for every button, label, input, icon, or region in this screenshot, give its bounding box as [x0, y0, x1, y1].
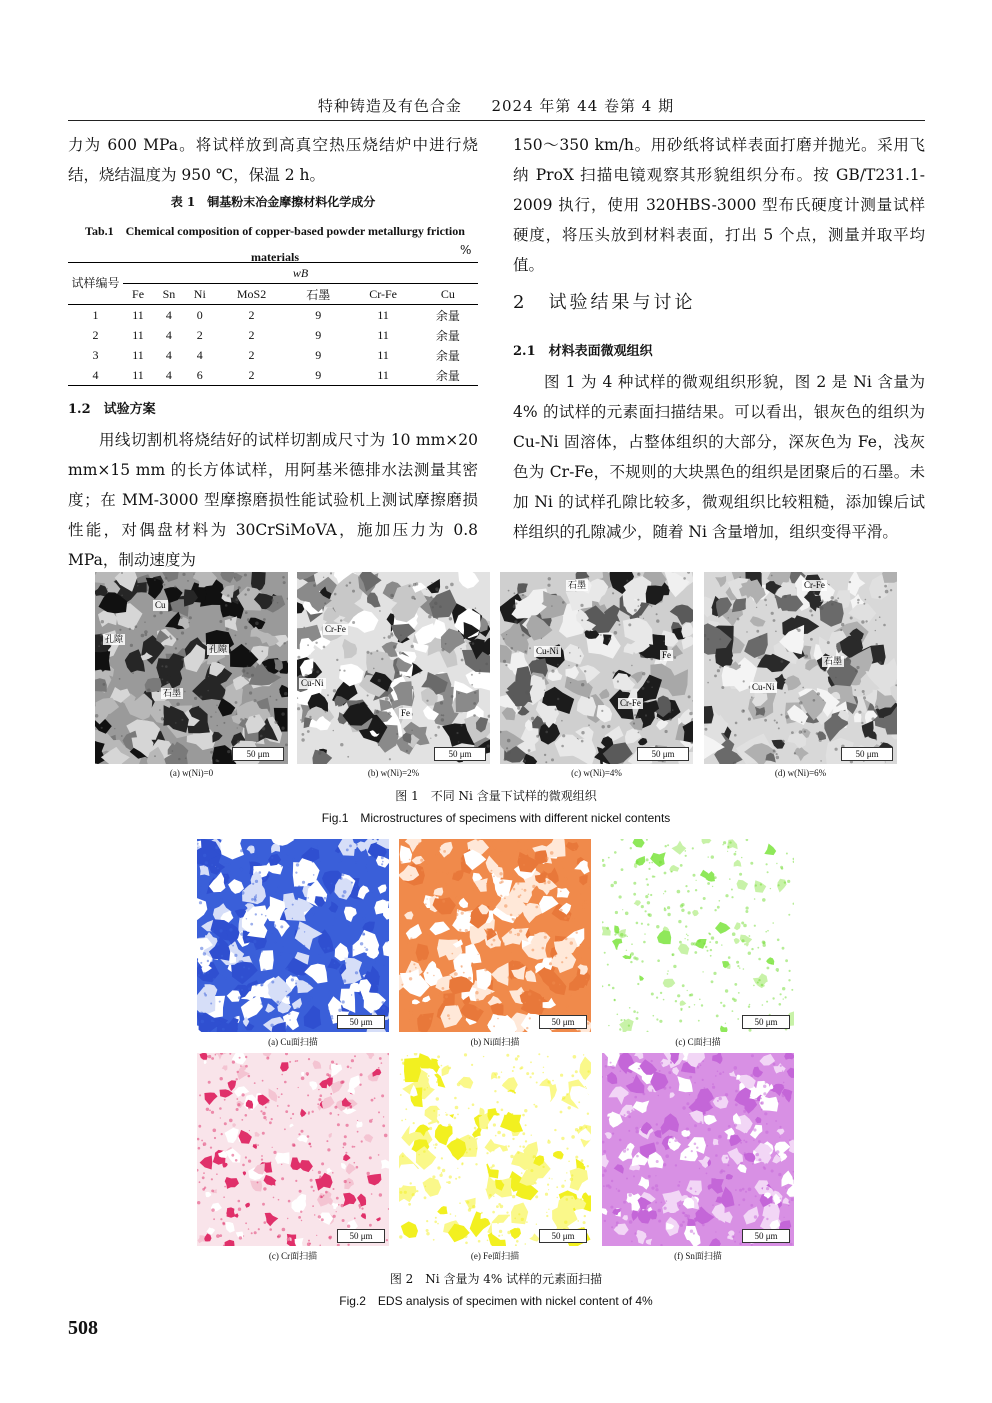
table-col-header: Cr-Fe: [348, 284, 417, 305]
phase-label: 石墨: [824, 656, 843, 666]
phase-label: Cr-Fe: [804, 580, 825, 590]
table-cell: 11: [132, 327, 144, 342]
fig2-subcaption: (c) Cr面扫描: [268, 1251, 318, 1261]
phase-label: Cu-Ni: [536, 646, 559, 656]
table-col-header: Cu: [418, 284, 478, 305]
table-cell: 1: [92, 307, 99, 322]
table-cell: 4: [165, 367, 172, 382]
figure-1-caption-en: Fig.1 Microstructures of specimens with different nickel contents: [321, 811, 671, 825]
phase-label: Fe: [401, 708, 410, 718]
scale-bar: 50 μm: [539, 1229, 587, 1243]
table-unit: %: [460, 243, 472, 257]
fig1-panel-c: [500, 572, 693, 764]
scale-bar: 50 μm: [742, 1015, 790, 1029]
scale-bar: 50 μm: [539, 1015, 587, 1029]
phase-label: Cu-Ni: [752, 682, 775, 692]
table-cell: 11: [377, 327, 389, 342]
fig1-panel-a: [95, 572, 288, 764]
table-cell: 11: [377, 347, 389, 362]
figure-2-caption-cn: 图 2 Ni 含量为 4% 试样的元素面扫描: [389, 1272, 603, 1286]
table-row: [68, 365, 478, 386]
table-cell: 4: [165, 327, 172, 342]
table-cell: 4: [165, 307, 172, 322]
table-cell: 4: [165, 347, 172, 362]
scale-bar: 50 μm: [337, 1229, 385, 1243]
table-col-header: 石墨: [288, 284, 348, 305]
table-row: [68, 305, 478, 326]
fig2-subcaption: (e) Fe面扫描: [470, 1251, 520, 1261]
fig2-panel-5: [399, 1053, 591, 1246]
fig2-panel-3: [602, 839, 794, 1032]
table-cell: 11: [377, 307, 389, 322]
fig2-panel-2: [399, 839, 591, 1032]
figure-1-caption-cn: 图 1 不同 Ni 含量下试样的微观组织: [395, 789, 597, 803]
fig2-subcaption: (c) C面扫描: [675, 1037, 721, 1047]
table-col-header: Ni: [185, 284, 215, 305]
scale-bar: 50 μm: [232, 747, 284, 761]
table-cell: 9: [315, 347, 322, 362]
left-para-1: 力为 600 MPa。将试样放到高真空热压烧结炉中进行烧结，烧结温度为 950 ℃，保温 2 h。: [68, 136, 478, 184]
table-cell: 11: [132, 307, 144, 322]
fig1-panel-b: [297, 572, 490, 764]
section-2-heading: 2 试验结果与讨论: [513, 292, 696, 313]
fig2-subcaption: (a) Cu面扫描: [268, 1037, 318, 1047]
table-cell: 3: [92, 347, 99, 362]
table-row: [68, 325, 478, 345]
table-cell: 余量: [435, 348, 460, 363]
table-col-header: Fe: [123, 284, 153, 305]
table-cell: 11: [132, 347, 144, 362]
fig1-subcaption: (a) w(Ni)=0: [169, 768, 214, 778]
table-col-header: MoS2: [215, 284, 288, 305]
table-cell: 余量: [435, 368, 460, 383]
fig2-subcaption: (b) Ni面扫描: [470, 1037, 520, 1047]
table-cell: 余量: [435, 328, 460, 343]
composition-table: [68, 262, 478, 386]
running-header: [0, 95, 992, 116]
phase-label: Cu-Ni: [301, 678, 324, 688]
table-row: [68, 345, 478, 365]
phase-label: 石墨: [568, 580, 587, 590]
phase-label: Cu: [155, 600, 166, 610]
right-para-1: 150～350 km/h。用砂纸将试样表面打磨并抛光。采用飞纳 ProX 扫描电镜观察其形貌组织分布。按 GB/T231.1-2009 执行，使用 320HBS-3000 型布氏硬度计测量试样硬度，将压头放到材料表面，打出 5 个点，测量并取平均值。: [513, 136, 925, 274]
table-cell: 2: [196, 327, 203, 342]
page-number: 508: [68, 1317, 98, 1339]
header-rule: [68, 120, 925, 121]
table-cell: 6: [196, 367, 203, 382]
table-cell: 余量: [435, 308, 460, 323]
phase-label: Fe: [662, 650, 671, 660]
phase-label: Cr-Fe: [620, 698, 641, 708]
table-cell: 9: [315, 367, 322, 382]
phase-label: Cr-Fe: [325, 624, 346, 634]
journal-name: 特种铸造及有色合金: [317, 97, 462, 115]
table-caption-en: Tab.1 Chemical composition of copper-based powder metallurgy friction materials: [85, 224, 465, 264]
table-cell: 0: [196, 307, 203, 322]
table-cell: 2: [248, 307, 255, 322]
left-para-2: 用线切割机将烧结好的试样切割成尺寸为 10 mm×20 mm×15 mm 的长方体试样，用阿基米德排水法测量其密度；在 MM-3000 型摩擦磨损性能试验机上测试摩擦磨损性能，对偶盘材料为 30CrSiMoVA，施加压力为 0.8 MPa，制动速度为: [68, 431, 478, 569]
phase-label: 孔隙: [105, 634, 124, 644]
section-2-1-heading: 2.1 材料表面微观组织: [513, 344, 653, 359]
fig2-panel-4: [197, 1053, 389, 1246]
table-cell: 9: [315, 327, 322, 342]
figure-2-caption-en: Fig.2 EDS analysis of specimen with nickel content of 4%: [339, 1294, 653, 1308]
phase-label: 石墨: [163, 688, 182, 698]
table-cell: 9: [315, 307, 322, 322]
fig2-panel-6: [602, 1053, 794, 1246]
table-cell: 11: [132, 367, 144, 382]
scale-bar: 50 μm: [742, 1229, 790, 1243]
scale-bar: 50 μm: [337, 1015, 385, 1029]
table-caption-cn: 表 1 铜基粉末冶金摩擦材料化学成分: [170, 195, 376, 209]
fig1-subcaption: (b) w(Ni)=2%: [367, 768, 420, 778]
scale-bar: 50 μm: [637, 747, 689, 761]
table-cell: 11: [377, 367, 389, 382]
fig1-subcaption: (d) w(Ni)=6%: [774, 768, 827, 778]
table-cell: 2: [248, 327, 255, 342]
issue-info: 2024 年第 44 卷第 4 期: [491, 97, 675, 115]
phase-label: 孔隙: [209, 644, 228, 654]
scale-bar: 50 μm: [841, 747, 893, 761]
table-cell: 4: [196, 347, 203, 362]
fig1-panel-d: [704, 572, 897, 764]
fig1-subcaption: (c) w(Ni)=4%: [571, 768, 622, 778]
table-head-id: 试样编号: [68, 263, 123, 305]
scale-bar: 50 μm: [434, 747, 486, 761]
section-1-2-heading: 1.2 试验方案: [68, 402, 156, 417]
fig2-subcaption: (f) Sn面扫描: [674, 1251, 722, 1261]
table-cell: 4: [92, 367, 99, 382]
table-head-group: wB: [123, 263, 478, 284]
table-cell: 2: [248, 367, 255, 382]
table-col-header: Sn: [153, 284, 185, 305]
right-para-2: 图 1 为 4 种试样的微观组织形貌，图 2 是 Ni 含量为 4% 的试样的元素面扫描结果。可以看出，银灰色的组织为 Cu-Ni 固溶体，占整体组织的大部分，深灰色为 Fe，浅灰色为 Cr-Fe，不规则的大块黑色的组织是团聚后的石墨。未加 Ni 的试样孔隙比较多，微观组织比较粗糙，添加镍后试样组织的孔隙减少，随着 Ni 含量增加，组织变得平滑。: [513, 373, 925, 541]
fig2-panel-1: [197, 839, 389, 1032]
table-cell: 2: [248, 347, 255, 362]
table-cell: 2: [92, 327, 99, 342]
